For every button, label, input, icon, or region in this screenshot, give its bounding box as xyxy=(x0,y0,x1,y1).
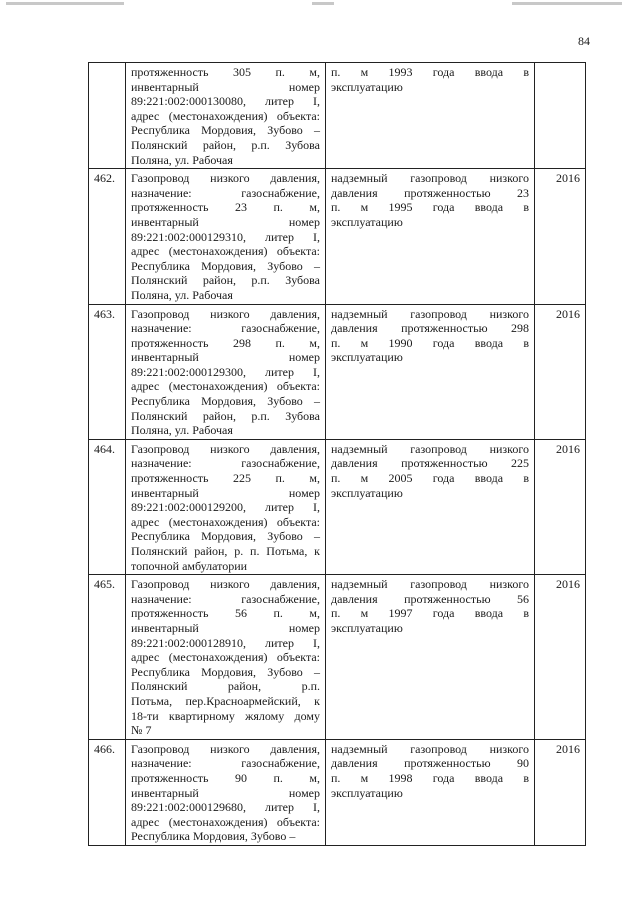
characteristics-line: давления протяженностью 56 xyxy=(331,591,529,606)
description-line: Республика Мордовия, Зубово – xyxy=(131,258,320,273)
object-description xyxy=(126,575,326,740)
characteristics-line: давления протяженностью 23 xyxy=(331,185,529,200)
description-line: Потьма, пер.Красноармейский, к xyxy=(131,693,320,708)
description-line: Поляна, ул. Рабочая xyxy=(131,152,233,167)
characteristics-line: п. м 1990 года ввода в xyxy=(331,335,529,350)
characteristics-line: надземный газопровод низкого xyxy=(331,441,529,456)
description-line: назначение: газоснабжение, xyxy=(131,591,320,606)
description-line: Полянский район, р.п. Зубова xyxy=(131,273,320,288)
description-line: 89:221:002:000129680, литер I, xyxy=(131,800,320,815)
description-line: Газопровод низкого давления, xyxy=(131,306,320,321)
description-line: Республика Мордовия, Зубово – xyxy=(131,529,320,544)
characteristics-line: давления протяженностью 225 xyxy=(331,456,529,471)
characteristics-line: эксплуатацию xyxy=(331,79,403,94)
table-row xyxy=(89,739,586,845)
table-row xyxy=(89,63,586,169)
description-line: инвентарный номер xyxy=(131,79,320,94)
table-row xyxy=(89,575,586,740)
description-line: адрес (местонахождения) объекта: xyxy=(131,514,320,529)
description-line: назначение: газоснабжение, xyxy=(131,185,320,200)
year-cell: 2016 xyxy=(535,739,586,845)
characteristics-line: надземный газопровод низкого xyxy=(331,306,529,321)
description-line: Газопровод низкого давления, xyxy=(131,741,320,756)
table-row xyxy=(89,439,586,574)
object-characteristics xyxy=(326,739,535,845)
object-characteristics xyxy=(326,575,535,740)
year-cell: 2016 xyxy=(535,439,586,574)
description-line: Поляна, ул. Рабочая xyxy=(131,423,233,438)
description-line: адрес (местонахождения) объекта: xyxy=(131,814,320,829)
characteristics-line: эксплуатацию xyxy=(331,785,403,800)
description-line: Республика Мордовия, Зубово – xyxy=(131,394,320,409)
object-description xyxy=(126,304,326,439)
description-line: инвентарный номер xyxy=(131,785,320,800)
object-characteristics xyxy=(326,439,535,574)
characteristics-line: надземный газопровод низкого xyxy=(331,171,529,186)
characteristics-line: надземный газопровод низкого xyxy=(331,577,529,592)
description-line: 89:221:002:000129300, литер I, xyxy=(131,364,320,379)
characteristics-line: п. м 2005 года ввода в xyxy=(331,471,529,486)
object-description xyxy=(126,63,326,169)
description-line: протяженность 23 п. м, xyxy=(131,200,320,215)
row-number xyxy=(89,63,126,169)
scan-artifact-right xyxy=(512,2,622,5)
row-number: 465. xyxy=(89,575,126,740)
scan-artifact-center xyxy=(312,2,334,5)
description-line: протяженность 305 п. м, xyxy=(131,65,320,79)
description-line: назначение: газоснабжение, xyxy=(131,321,320,336)
characteristics-line: эксплуатацию xyxy=(331,485,403,500)
characteristics-line: п. м 1997 года ввода в xyxy=(331,606,529,621)
description-line: протяженность 225 п. м, xyxy=(131,471,320,486)
object-characteristics xyxy=(326,169,535,304)
description-line: инвентарный номер xyxy=(131,350,320,365)
description-line: Полянский район, р.п. Зубова xyxy=(131,408,320,423)
description-line: инвентарный номер xyxy=(131,214,320,229)
year-cell: 2016 xyxy=(535,169,586,304)
year-cell: 2016 xyxy=(535,304,586,439)
description-line: Республика Мордовия, Зубово – xyxy=(131,664,320,679)
description-line: адрес (местонахождения) объекта: xyxy=(131,379,320,394)
characteristics-line: надземный газопровод низкого xyxy=(331,741,529,756)
row-number: 464. xyxy=(89,439,126,574)
page-number: 84 xyxy=(578,34,590,48)
row-number: 462. xyxy=(89,169,126,304)
description-line: адрес (местонахождения) объекта: xyxy=(131,650,320,665)
description-line: 89:221:002:000129310, литер I, xyxy=(131,229,320,244)
table-row xyxy=(89,169,586,304)
object-characteristics xyxy=(326,304,535,439)
description-line: Газопровод низкого давления, xyxy=(131,441,320,456)
characteristics-line: эксплуатацию xyxy=(331,350,403,365)
description-line: Поляна, ул. Рабочая xyxy=(131,287,233,302)
scan-artifact-left xyxy=(6,2,124,5)
row-number: 463. xyxy=(89,304,126,439)
characteristics-line: давления протяженностью 90 xyxy=(331,756,529,771)
table-row xyxy=(89,304,586,439)
description-line: № 7 xyxy=(131,723,152,738)
year-cell: 2016 xyxy=(535,575,586,740)
characteristics-line: эксплуатацию xyxy=(331,214,403,229)
description-line: инвентарный номер xyxy=(131,485,320,500)
description-line: Полянский район, р.п. xyxy=(131,679,320,694)
year-cell xyxy=(535,63,586,169)
object-description xyxy=(126,439,326,574)
description-line: протяженность 90 п. м, xyxy=(131,770,320,785)
characteristics-line: п. м 1995 года ввода в xyxy=(331,200,529,215)
characteristics-line: п. м 1998 года ввода в xyxy=(331,770,529,785)
description-line: Полянский район, р. п. Потьма, к xyxy=(131,544,320,558)
characteristics-line: эксплуатацию xyxy=(331,620,403,635)
description-line: 89:221:002:000130080, литер I, xyxy=(131,94,320,109)
characteristics-line: п. м 1993 года ввода в xyxy=(331,65,529,79)
description-line: Газопровод низкого давления, xyxy=(131,577,320,592)
description-line: Полянский район, р.п. Зубова xyxy=(131,137,320,152)
description-line: Газопровод низкого давления, xyxy=(131,171,320,186)
description-line: 89:221:002:000128910, литер I, xyxy=(131,635,320,650)
description-line: инвентарный номер xyxy=(131,620,320,635)
row-number: 466. xyxy=(89,739,126,845)
description-line: назначение: газоснабжение, xyxy=(131,456,320,471)
object-characteristics xyxy=(326,63,535,169)
description-line: Республика Мордовия, Зубово – xyxy=(131,829,296,844)
table-body xyxy=(89,63,586,846)
description-line: топочной амбулатории xyxy=(131,558,248,573)
object-description xyxy=(126,169,326,304)
description-line: назначение: газоснабжение, xyxy=(131,756,320,771)
property-registry-table xyxy=(88,62,586,846)
description-line: 89:221:002:000129200, литер I, xyxy=(131,500,320,515)
description-line: протяженность 298 п. м, xyxy=(131,335,320,350)
description-line: 18-ти квартирному жялому дому xyxy=(131,708,320,723)
description-line: протяженность 56 п. м, xyxy=(131,606,320,621)
description-line: Республика Мордовия, Зубово – xyxy=(131,123,320,138)
characteristics-line: давления протяженностью 298 xyxy=(331,321,529,336)
description-line: адрес (местонахождения) объекта: xyxy=(131,244,320,259)
description-line: адрес (местонахождения) объекта: xyxy=(131,108,320,123)
object-description xyxy=(126,739,326,845)
